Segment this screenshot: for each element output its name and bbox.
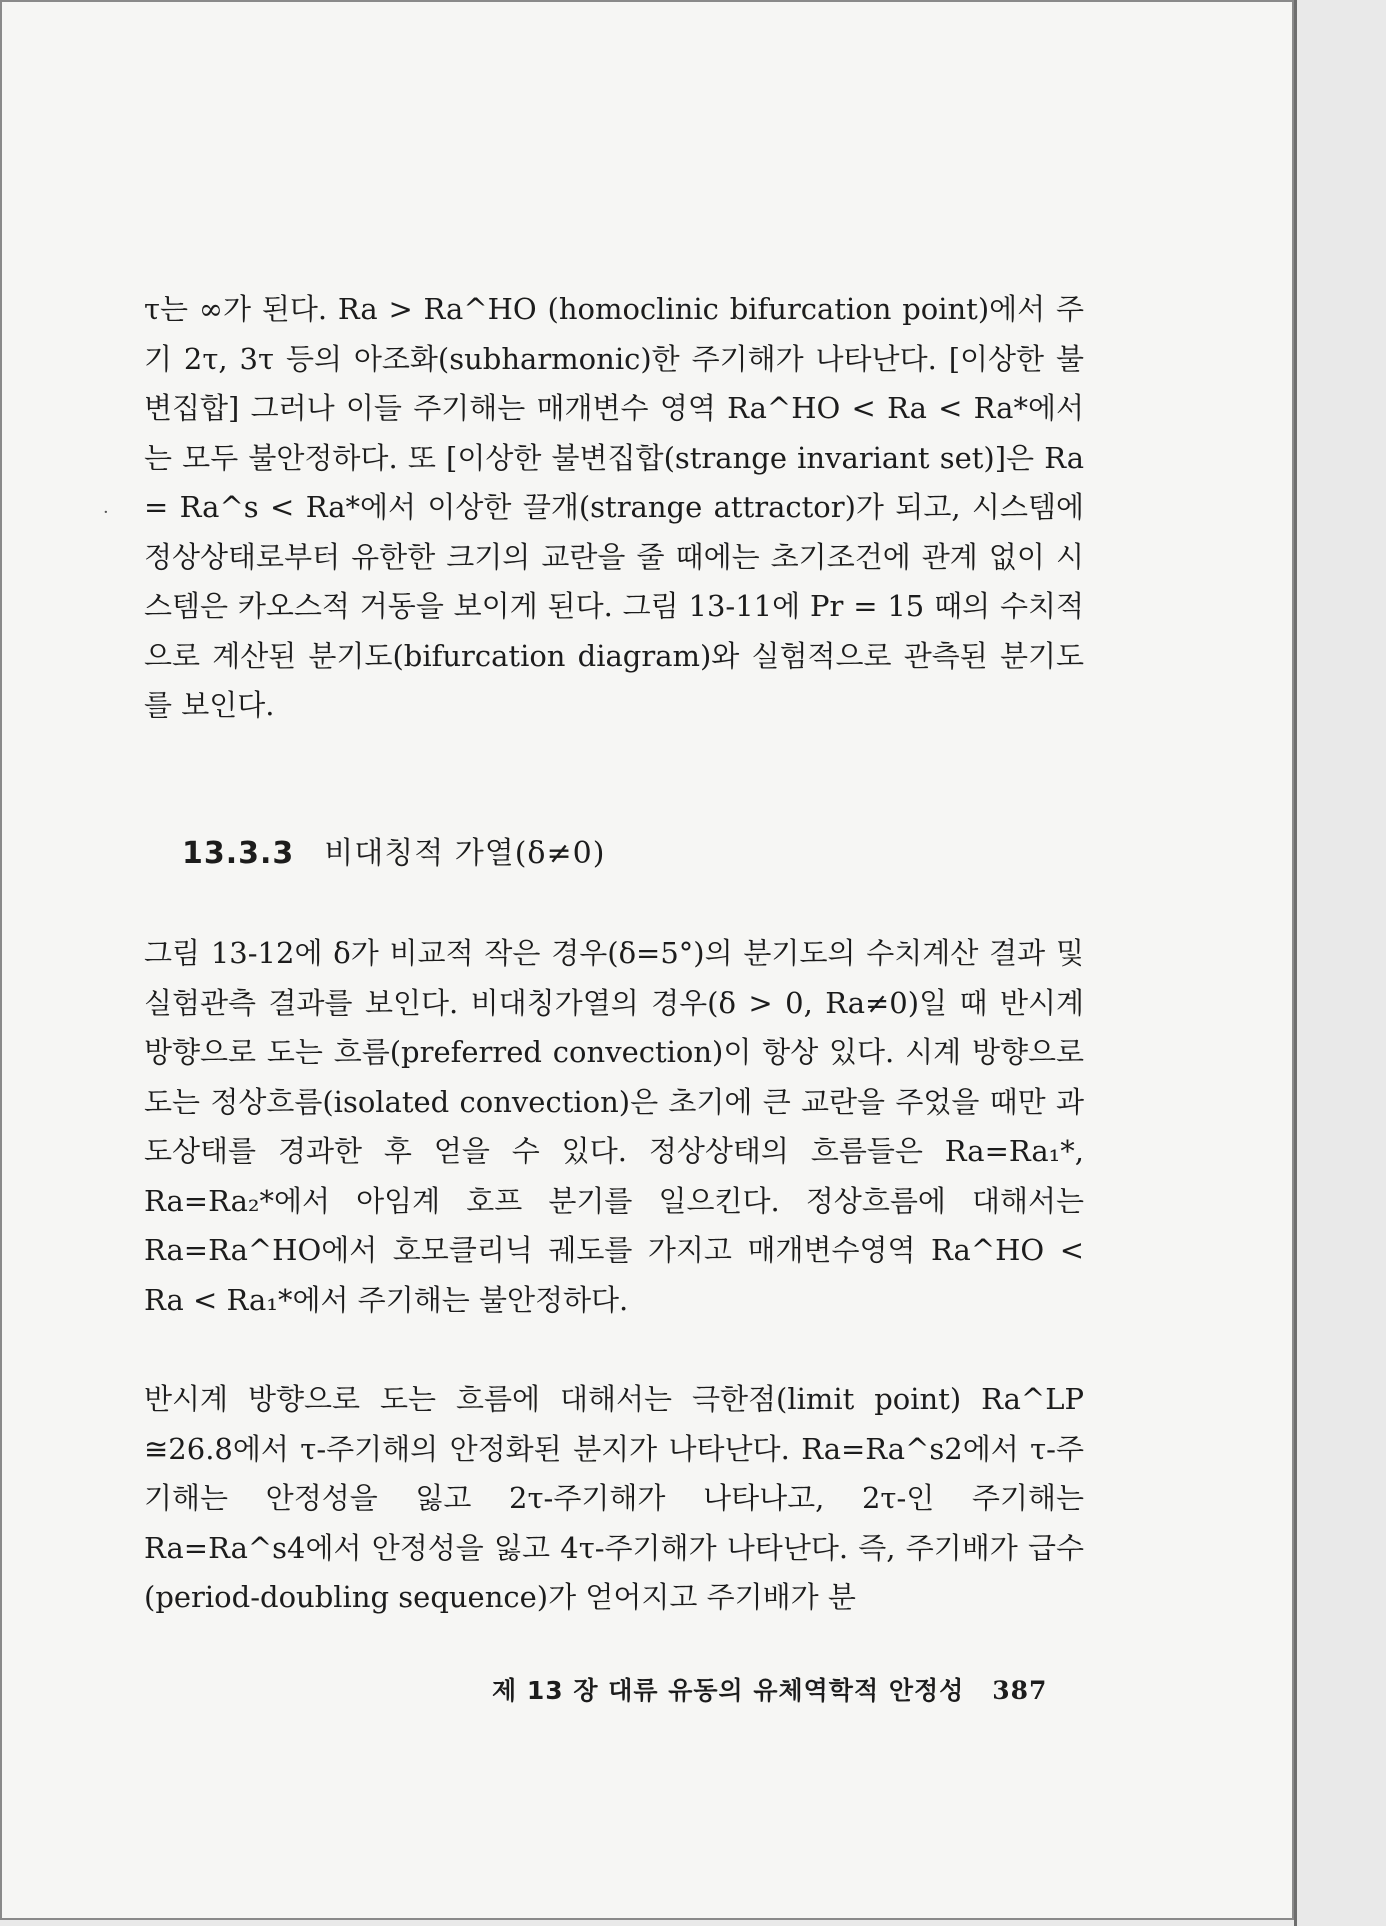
page-edge <box>1294 0 1297 1926</box>
page-number: 387 <box>992 1676 1048 1705</box>
paragraph-3-text: 반시계 방향으로 도는 흐름에 대해서는 극한점(limit point) Ra^LP ≅26.8에서 τ-주기해의 안정화된 분지가 나타난다. Ra=Ra^s2에서 τ-주기해는 안정성을 잃고 2τ-주기해가 나타나고, 2τ-인 주기해는 Ra=Ra^s4에서 안정성을 잃고 4τ-주기해가 나타난다. 즉, 주기배가 급수(period-doubling sequence)가 얻어지고 주기배가 분 <box>144 1382 1084 1614</box>
margin-dot: · <box>103 502 109 523</box>
paragraph-2 <box>144 929 1084 1325</box>
paragraph-1-text: τ는 ∞가 된다. Ra > Ra^HO (homoclinic bifurcation point)에서 주기 2τ, 3τ 등의 아조화(subharmonic)한 주기해가 나타난다. [이상한 불변집합] 그러나 이들 주기해는 매개변수 영역 Ra^HO < Ra < Ra*에서는 모두 불안정하다. 또 [이상한 불변집합(strange invariant set)]은 Ra = Ra^s < Ra*에서 이상한 끌개(strange attractor)가 되고, 시스템에 정상상태로부터 유한한 크기의 교란을 줄 때에는 초기조건에 관계 없이 시스템은 카오스적 거동을 보이게 된다. 그림 13-11에 Pr = 15 때의 수치적으로 계산된 분기도(bifurcation diagram)와 실험적으로 관측된 분기도를 보인다. <box>144 292 1084 722</box>
section-number: 13.3.3 <box>182 836 295 871</box>
paragraph-3 <box>144 1375 1084 1623</box>
section-heading <box>182 828 605 872</box>
paragraph-1 <box>144 285 1084 731</box>
running-footer <box>492 1671 1047 1707</box>
section-title: 비대칭적 가열(δ≠0) <box>324 836 606 871</box>
chapter-title: 제 13 장 대류 유동의 유체역학적 안정성 <box>492 1676 965 1705</box>
paragraph-2-text: 그림 13-12에 δ가 비교적 작은 경우(δ=5°)의 분기도의 수치계산 결과 및 실험관측 결과를 보인다. 비대칭가열의 경우(δ > 0, Ra≠0)일 때 반시계 방향으로 도는 흐름(preferred convection)이 항상 있다. 시계 방향으로 도는 정상흐름(isolated convection)은 초기에 큰 교란을 주었을 때만 과도상태를 경과한 후 얻을 수 있다. 정상상태의 흐름들은 Ra=Ra₁*, Ra=Ra₂*에서 아임계 호프 분기를 일으킨다. 정상흐름에 대해서는 Ra=Ra^HO에서 호모클리닉 궤도를 가지고 매개변수영역 Ra^HO < Ra < Ra₁*에서 주기해는 불안정하다. <box>144 936 1084 1317</box>
